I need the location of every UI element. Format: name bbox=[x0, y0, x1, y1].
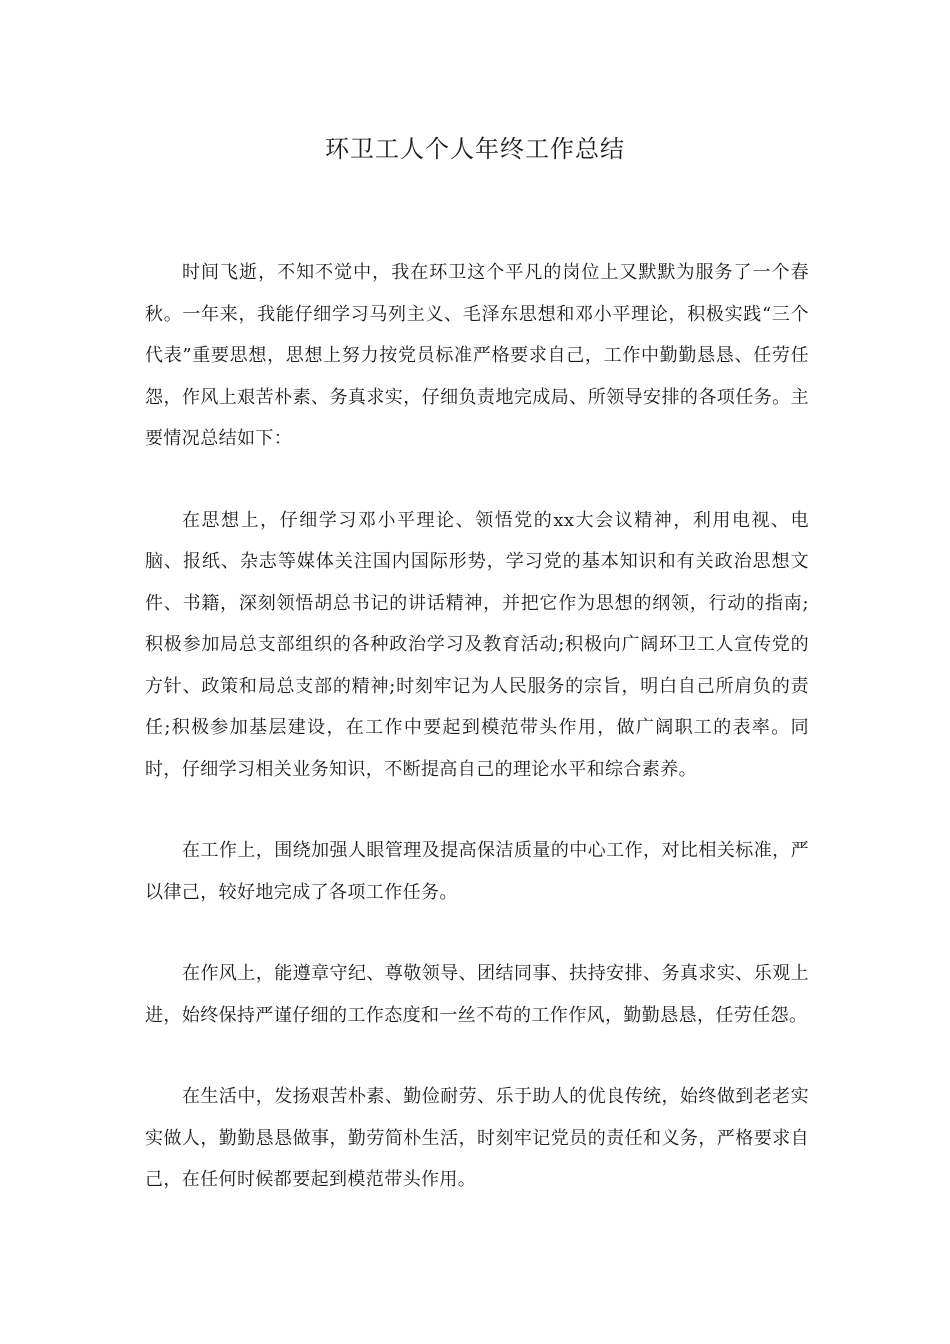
paragraph-work: 在工作上，围绕加强人眼管理及提高保洁质量的中心工作，对比相关标准，严以律己，较好地完成了各项工作任务。 bbox=[145, 840, 809, 903]
document-body bbox=[145, 252, 809, 1241]
paragraph-life: 在生活中，发扬艰苦朴素、勤俭耐劳、乐于助人的优良传统，始终做到老老实实做人，勤勤恳恳做事，勤劳简朴生活，时刻牢记党员的责任和义务，严格要求自己，在任何时候都要起到模范带头作用。 bbox=[145, 1086, 809, 1190]
paragraph-conduct: 在作风上，能遵章守纪、尊敬领导、团结同事、扶持安排、务真求实、乐观上进，始终保持严谨仔细的工作态度和一丝不苟的工作作风，勤勤恳恳，任劳任怨。 bbox=[145, 963, 809, 1026]
document-title: 环卫工人个人年终工作总结 bbox=[325, 135, 625, 163]
paragraph-thought: 在思想上，仔细学习邓小平理论、领悟党的xx大会议精神，利用电视、电脑、报纸、杂志等媒体关注国内国际形势，学习党的基本知识和有关政治思想文件、书籍，深刻领悟胡总书记的讲话精神，并把它作为思想的纲领，行动的指南;积极参加局总支部组织的各种政治学习及教育活动;积极向广阔环卫工人宣传党的方针、政策和局总支部的精神;时刻牢记为人民服务的宗旨，明白自己所肩负的责任;积极参加基层建设，在工作中要起到模范带头作用，做广阔职工的表率。同时，仔细学习相关业务知识，不断提高自己的理论水平和综合素养。 bbox=[145, 509, 809, 780]
paragraph-intro: 时间飞逝，不知不觉中，我在环卫这个平凡的岗位上又默默为服务了一个春秋。一年来，我能仔细学习马列主义、毛泽东思想和邓小平理论，积极实践“三个代表”重要思想，思想上努力按党员标准严格要求自己，工作中勤勤恳恳、任劳任怨，作风上艰苦朴素、务真求实，仔细负责地完成局、所领导安排的各项任务。主要情况总结如下： bbox=[145, 262, 809, 449]
